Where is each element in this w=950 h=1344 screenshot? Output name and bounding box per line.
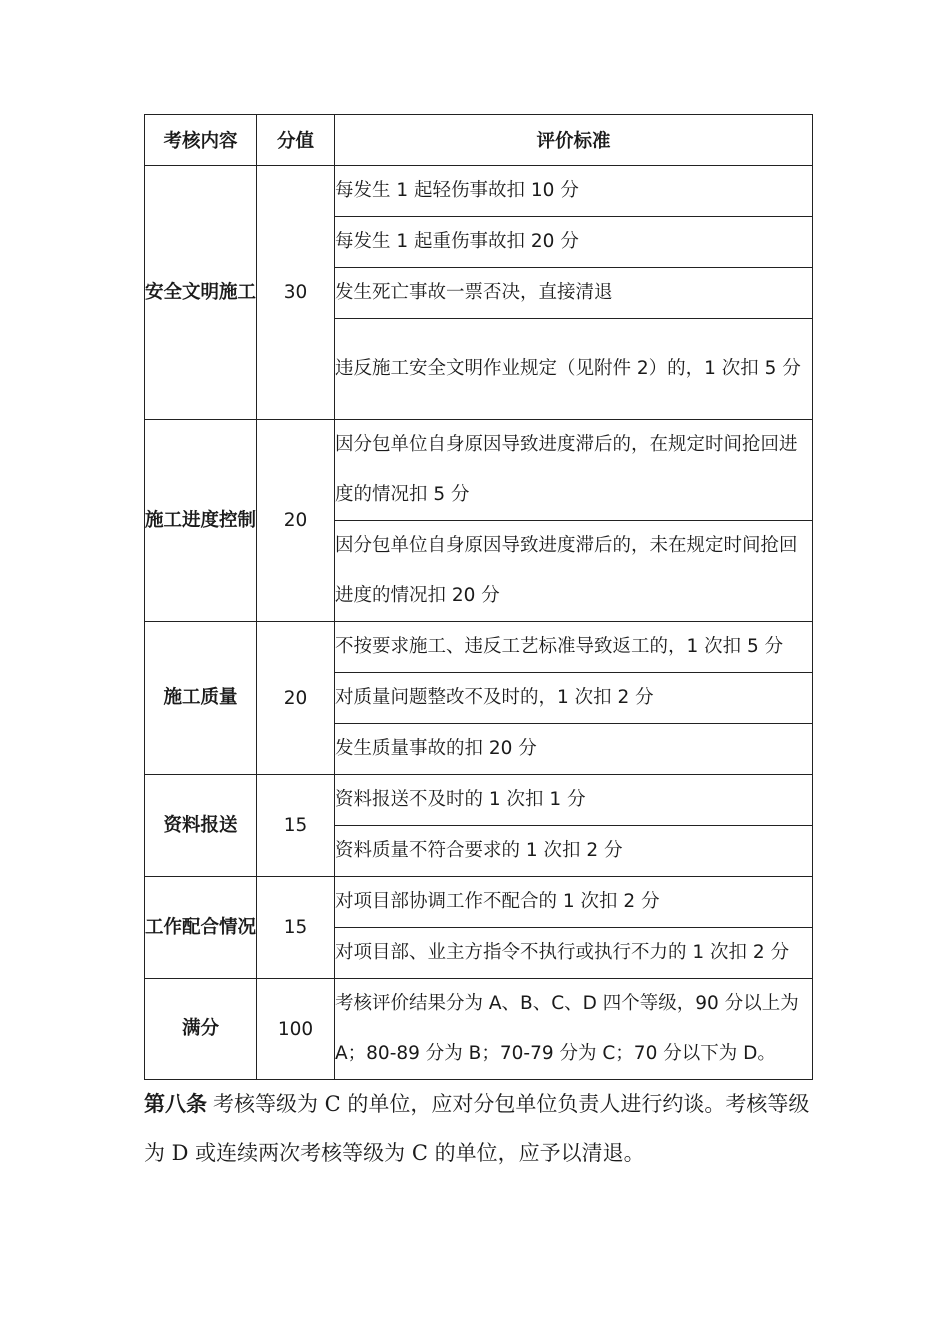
score-cell: 20 xyxy=(257,420,335,622)
score-cell: 100 xyxy=(257,979,335,1080)
category-cell: 资料报送 xyxy=(145,775,257,877)
article-paragraph xyxy=(144,1080,812,1178)
article-text: 考核等级为 C 的单位，应对分包单位负责人进行约谈。考核等级为 D 或连续两次考核等级为 C 的单位，应予以清退。 xyxy=(144,1092,810,1165)
criteria-cell: 发生死亡事故一票否决，直接清退 xyxy=(335,268,813,319)
header-content: 考核内容 xyxy=(145,115,257,166)
table-row xyxy=(145,622,813,673)
criteria-cell: 对项目部协调工作不配合的 1 次扣 2 分 xyxy=(335,877,813,928)
table-row xyxy=(145,775,813,826)
score-cell: 15 xyxy=(257,877,335,979)
criteria-cell: 对项目部、业主方指令不执行或执行不力的 1 次扣 2 分 xyxy=(335,928,813,979)
criteria-cell: 因分包单位自身原因导致进度滞后的，在规定时间抢回进度的情况扣 5 分 xyxy=(335,420,813,521)
criteria-cell: 每发生 1 起重伤事故扣 20 分 xyxy=(335,217,813,268)
criteria-cell: 每发生 1 起轻伤事故扣 10 分 xyxy=(335,166,813,217)
criteria-cell: 发生质量事故的扣 20 分 xyxy=(335,724,813,775)
criteria-cell: 对质量问题整改不及时的，1 次扣 2 分 xyxy=(335,673,813,724)
category-cell: 施工进度控制 xyxy=(145,420,257,622)
category-cell: 工作配合情况 xyxy=(145,877,257,979)
score-cell: 15 xyxy=(257,775,335,877)
header-criteria: 评价标准 xyxy=(335,115,813,166)
evaluation-table xyxy=(144,114,813,1080)
category-cell: 施工质量 xyxy=(145,622,257,775)
table-row xyxy=(145,979,813,1080)
category-cell: 满分 xyxy=(145,979,257,1080)
criteria-cell: 资料质量不符合要求的 1 次扣 2 分 xyxy=(335,826,813,877)
article-heading: 第八条 xyxy=(144,1092,207,1116)
table-row xyxy=(145,420,813,521)
score-cell: 20 xyxy=(257,622,335,775)
table-row xyxy=(145,877,813,928)
header-score: 分值 xyxy=(257,115,335,166)
table-row xyxy=(145,166,813,217)
table-header-row xyxy=(145,115,813,166)
category-cell: 安全文明施工 xyxy=(145,166,257,420)
criteria-cell: 资料报送不及时的 1 次扣 1 分 xyxy=(335,775,813,826)
criteria-cell: 不按要求施工、违反工艺标准导致返工的，1 次扣 5 分 xyxy=(335,622,813,673)
score-cell: 30 xyxy=(257,166,335,420)
criteria-cell: 违反施工安全文明作业规定（见附件 2）的，1 次扣 5 分 xyxy=(335,319,813,420)
criteria-cell: 因分包单位自身原因导致进度滞后的，未在规定时间抢回进度的情况扣 20 分 xyxy=(335,521,813,622)
criteria-cell: 考核评价结果分为 A、B、C、D 四个等级，90 分以上为 A；80-89 分为 B；70-79 分为 C；70 分以下为 D。 xyxy=(335,979,813,1080)
